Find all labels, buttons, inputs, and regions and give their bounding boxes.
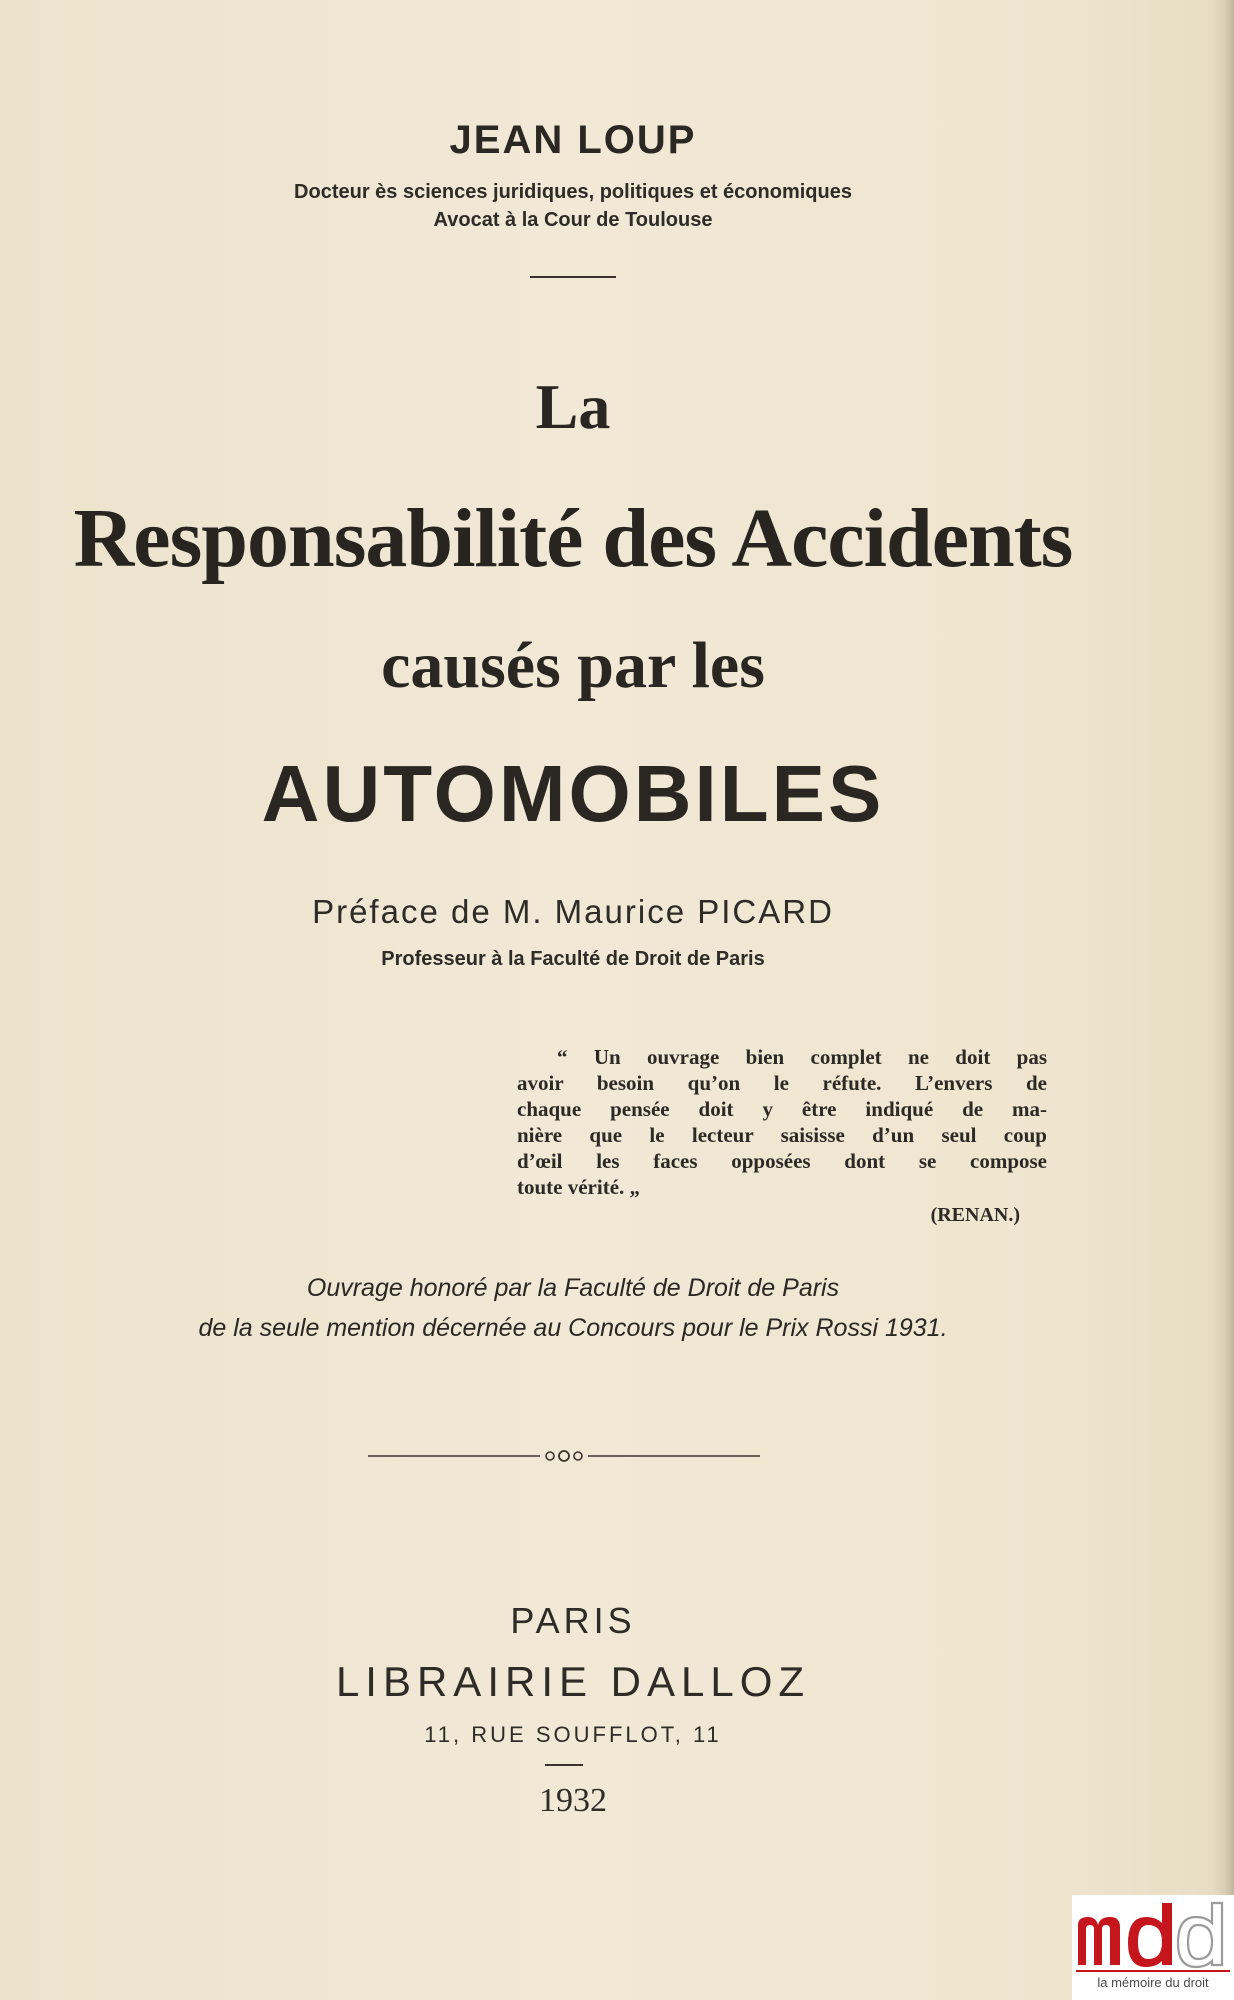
title-main: Responsabilité des Accidents — [73, 492, 1073, 585]
honor-note — [0, 1268, 1146, 1348]
watermark-logo — [1072, 1895, 1234, 2000]
epigraph-line: toute vérité. „ — [517, 1175, 641, 1199]
title-automobiles: AUTOMOBILES — [261, 749, 885, 838]
author-credentials — [0, 178, 1146, 234]
mdd-logo-icon — [1072, 1895, 1234, 1975]
honor-line: de la seule mention décernée au Concours pour le Prix Rossi 1931. — [198, 1314, 948, 1342]
author-position: Avocat à la Cour de Toulouse — [433, 209, 713, 231]
imprint-address: 11, RUE SOUFFLOT, 11 — [424, 1722, 722, 1747]
imprint-city: PARIS — [510, 1600, 636, 1641]
epigraph-line: d’œil les faces opposées dont se compose — [517, 1149, 1047, 1173]
page-edge-shadow — [1212, 0, 1234, 2000]
imprint-year: 1932 — [539, 1782, 607, 1819]
epigraph-line: chaque pensée doit y être indiqué de ma- — [517, 1097, 1047, 1121]
ornament-divider-icon — [368, 1448, 760, 1464]
epigraph-author: (RENAN.) — [930, 1204, 1020, 1226]
epigraph — [517, 1044, 1047, 1200]
year-rule — [545, 1764, 583, 1766]
honor-line: Ouvrage honoré par la Faculté de Droit de Paris — [306, 1274, 840, 1302]
title-article: La — [535, 371, 611, 442]
title-subline: causés par les — [381, 629, 765, 702]
author-name: JEAN LOUP — [449, 118, 697, 162]
epigraph-line: nière que le lecteur saisisse d’un seul coup — [517, 1123, 1047, 1147]
epigraph-line: avoir besoin qu’on le réfute. L’envers de — [517, 1071, 1047, 1095]
preface-author-title: Professeur à la Faculté de Droit de Paris — [381, 948, 765, 970]
watermark-caption: la mémoire du droit — [1097, 1975, 1209, 1990]
preface-credit: Préface de M. Maurice PICARD — [312, 893, 834, 930]
separator-rule — [530, 276, 616, 278]
author-degree: Docteur ès sciences juridiques, politiques et économiques — [294, 181, 852, 203]
imprint-publisher: LIBRAIRIE DALLOZ — [335, 1658, 811, 1705]
epigraph-line: “ Un ouvrage bien complet ne doit pas — [557, 1045, 1047, 1069]
